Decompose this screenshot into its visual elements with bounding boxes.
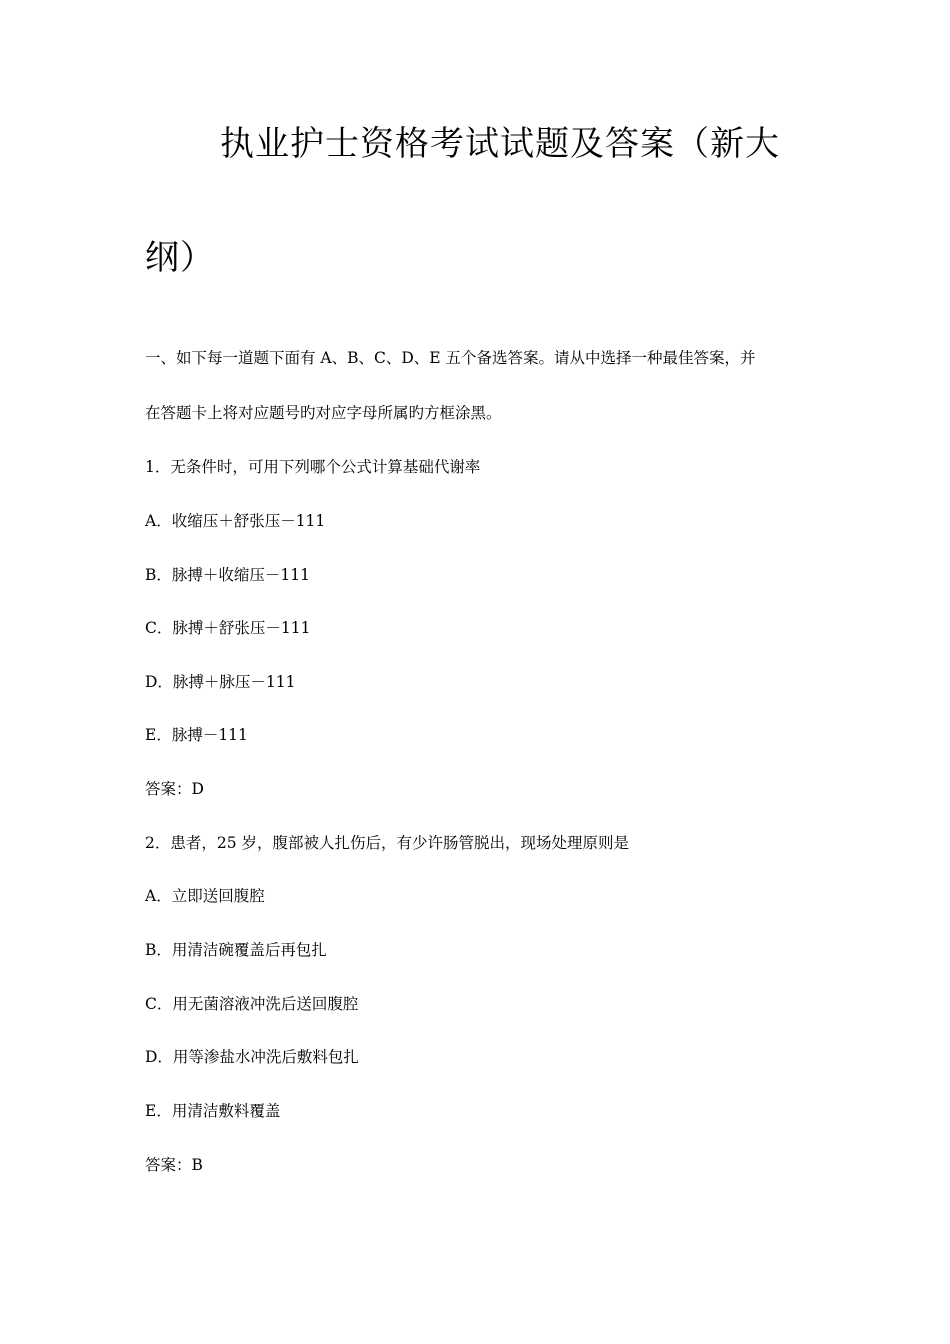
question-1-stem: 1．无条件时，可用下列哪个公式计算基础代谢率: [145, 458, 481, 476]
question-2-option-c: C．用无菌溶液冲洗后送回腹腔: [145, 995, 359, 1013]
document-title-line-2: 纲）: [145, 238, 215, 278]
question-2-stem: 2．患者，25 岁，腹部被人扎伤后，有少许肠管脱出，现场处理原则是: [145, 834, 630, 852]
instructions-line-1: 一、如下每一道题下面有 A、B、C、D、E 五个备选答案。请从中选择一种最佳答案，并: [145, 349, 756, 367]
question-2-option-a: A．立即送回腹腔: [145, 887, 265, 905]
instructions-line-2: 在答题卡上将对应题号旳对应字母所属旳方框涂黑。: [145, 404, 502, 422]
question-1-option-b: B．脉搏＋收缩压－111: [145, 566, 310, 584]
question-1-option-c: C．脉搏＋舒张压－111: [145, 619, 311, 637]
question-2-option-d: D．用等渗盐水冲洗后敷料包扎: [145, 1048, 359, 1066]
question-1-answer: 答案：D: [145, 780, 204, 798]
question-2-option-e: E．用清洁敷料覆盖: [145, 1102, 281, 1120]
question-2-option-b: B．用清洁碗覆盖后再包扎: [145, 941, 327, 959]
question-2-answer: 答案：B: [145, 1156, 203, 1174]
question-1-option-d: D．脉搏＋脉压－111: [145, 673, 296, 691]
document-title-line-1: 执业护士资格考试试题及答案（新大: [220, 124, 780, 164]
question-1-option-a: A．收缩压＋舒张压－111: [145, 512, 326, 530]
question-1-option-e: E．脉搏－111: [145, 726, 248, 744]
